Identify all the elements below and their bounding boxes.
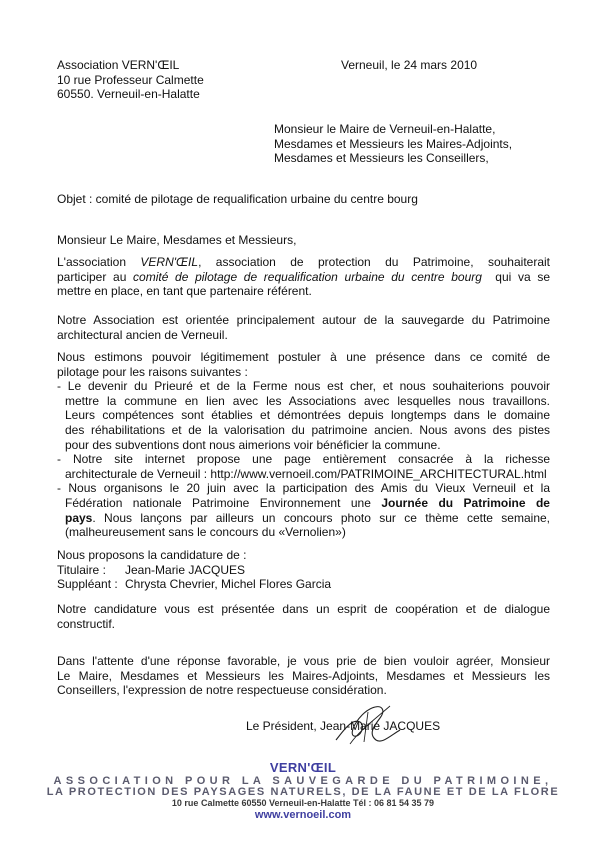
bullet-line: - Le devenir du Prieuré et de la Ferme nous est cher, et nous souhaiterions pouvoir <box>57 379 550 394</box>
recipient-line: Mesdames et Messieurs les Conseillers, <box>274 151 489 166</box>
paragraph-intro <box>57 255 550 299</box>
salutation: Monsieur Le Maire, Mesdames et Messieurs, <box>57 233 297 247</box>
paragraph-line: Le Maire, Mesdames et Messieurs les Maires-Adjoints, Mesdames et Messieurs les <box>57 668 550 683</box>
text-span: L'association <box>57 255 141 269</box>
committee-name: comité de pilotage de requalification urbaine du centre bourg <box>133 269 482 284</box>
letter-date: Verneuil, le 24 mars 2010 <box>341 58 478 72</box>
paragraph-line <box>57 270 550 285</box>
bullet-line <box>57 496 550 511</box>
bullet-line: Leurs compétences sont établies et démontrées depuis longtemps dans le domaine <box>65 408 550 423</box>
paragraph-orientation <box>57 313 550 342</box>
bullet-line <box>57 511 550 526</box>
paragraph-line: Nous estimons pouvoir légitimement postuler à une présence dans ce comité de <box>57 350 550 364</box>
paragraph-line: Notre candidature vous est présentée dans un esprit de coopération et de dialogue <box>57 602 550 616</box>
bullet-line: pour des subventions dont nous aimerions voir bénéficier la commune. <box>65 437 441 452</box>
bullet-line: mettre la commune en lien avec les Associations avec lesquelles nous travaillons. <box>65 393 550 408</box>
signature-line: Le Président, Jean-Marie JACQUES <box>246 719 441 733</box>
suppleant-row <box>57 577 550 592</box>
paragraph-closing <box>57 654 550 698</box>
footer-logo: VERN'ŒIL <box>269 760 337 775</box>
bullet-line: (malheureusement sans le concours du «Vernolien») <box>65 525 346 540</box>
sender-name: Association VERN'ŒIL <box>57 58 180 72</box>
candidature-block <box>57 548 550 592</box>
titulaire-row <box>57 563 550 578</box>
footer-website-link[interactable]: www.vernoeil.com <box>254 808 352 821</box>
paragraph-cooperation <box>57 602 550 631</box>
bullet-line: - Notre site internet propose une page entièrement consacrée à la richesse <box>57 452 550 467</box>
sender-city: 60550. Verneuil-en-Halatte <box>57 87 200 102</box>
letter-subject: Objet : comité de pilotage de requalification urbaine du centre bourg <box>57 192 418 206</box>
paragraph-line: architectural ancien de Verneuil. <box>57 327 228 342</box>
titulaire-value: Jean-Marie JACQUES <box>125 562 246 577</box>
footer-tagline-2: LA PROTECTION DES PAYSAGES NATURELS, DE LA FAUNE ET DE LA FLORE <box>46 785 560 798</box>
text-span: Fédération nationale Patrimoine Environnement une <box>65 495 382 510</box>
footer-letterhead <box>0 761 606 822</box>
paragraph-line: mettre en place, en tant que partenaire référent. <box>57 284 312 299</box>
paragraph-line: Conseillers, l'expression de notre respectueuse considération. <box>57 683 387 698</box>
recipients-block <box>274 122 512 166</box>
text-span: qui va se <box>481 269 550 284</box>
bullet-line: architecturale de Verneuil : http://www.vernoeil.com/PATRIMOINE_ARCHITECTURAL.html <box>65 466 547 481</box>
bullet-website <box>57 452 550 481</box>
footer-address: 10 rue Calmette 60550 Verneuil-en-Halatte Tél : 06 81 54 35 79 <box>171 797 435 808</box>
sender-street: 10 rue Professeur Calmette <box>57 72 204 87</box>
paragraph-line: Dans l'attente d'une réponse favorable, je vous prie de bien vouloir agréer, Monsieur <box>57 654 550 668</box>
event-name: pays <box>65 510 93 525</box>
bullet-line: des réhabilitations et de la valorisation du patrimoine ancien. Nous avons des pistes <box>65 422 550 437</box>
paragraph-line: Notre Association est orientée principalement autour de la sauvegarde du Patrimoine <box>57 313 550 327</box>
paragraph-line <box>57 255 550 270</box>
bullet-event <box>57 481 550 539</box>
association-name: VERN'ŒIL <box>140 255 199 269</box>
titulaire-label: Titulaire : <box>57 562 106 577</box>
paragraph-reasons <box>57 350 550 540</box>
paragraph-line: Nous proposons la candidature de : <box>57 548 247 562</box>
footer-tagline-1: ASSOCIATION POUR LA SAUVEGARDE DU PATRIMOINE, <box>53 774 553 787</box>
text-span: , association de protection du Patrimoine, souhaiterait <box>198 255 551 269</box>
text-span: participer au <box>57 269 134 284</box>
suppleant-value: Chrysta Chevrier, Michel Flores Garcia <box>125 577 332 592</box>
paragraph-line: constructif. <box>57 616 116 631</box>
sender-address <box>57 58 204 102</box>
suppleant-label: Suppléant : <box>57 577 118 592</box>
bullet-line: - Nous organisons le 20 juin avec la participation des Amis du Vieux Verneuil et la <box>57 481 550 496</box>
bullet-priory <box>57 379 550 452</box>
recipient-line: Monsieur le Maire de Verneuil-en-Halatte, <box>274 122 496 136</box>
paragraph-line: pilotage pour les raisons suivantes : <box>57 364 248 379</box>
event-name: Journée du Patrimoine de <box>381 495 550 510</box>
recipient-line: Mesdames et Messieurs les Maires-Adjoints, <box>274 136 513 151</box>
text-span: . Nous lançons par ailleurs un concours photo sur ce thème cette semaine, <box>92 510 550 525</box>
